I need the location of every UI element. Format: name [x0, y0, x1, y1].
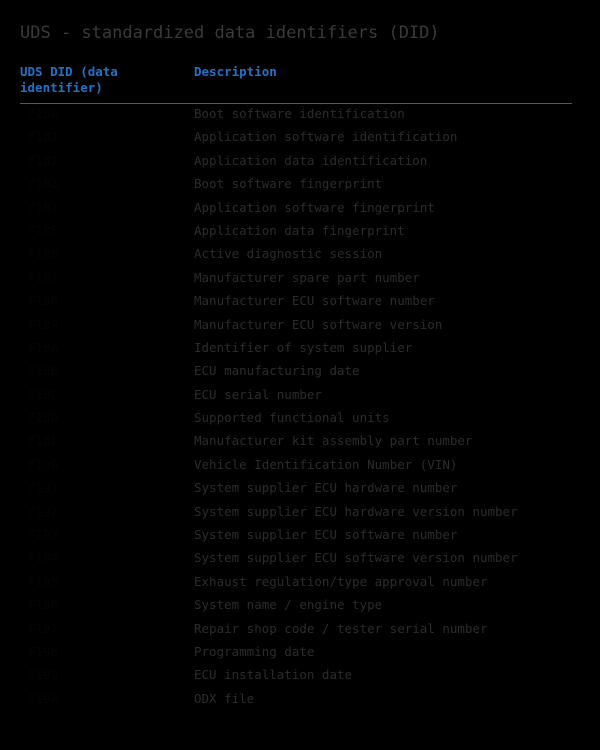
- did-description: Boot software fingerprint: [194, 176, 383, 192]
- did-value: F189: [28, 316, 59, 332]
- table-row: [0, 691, 600, 714]
- did-description: Identifier of system supplier: [194, 339, 413, 355]
- did-description: Application data fingerprint: [194, 222, 405, 238]
- table-row: [0, 340, 600, 363]
- table-row: [0, 550, 600, 573]
- table-row: [0, 106, 600, 129]
- did-description: Active diagnostic session: [194, 246, 383, 262]
- did-value: F18C: [28, 386, 59, 402]
- did-value: F186: [28, 246, 59, 262]
- table-row: [0, 153, 600, 176]
- did-description: Application data identification: [194, 152, 428, 168]
- did-description: Application software identification: [194, 129, 458, 145]
- column-header-description: Description: [194, 64, 277, 79]
- page-title: UDS - standardized data identifiers (DID): [20, 23, 440, 43]
- did-value: F190: [28, 456, 59, 472]
- did-value: F180: [28, 106, 59, 121]
- did-description: Vehicle Identification Number (VIN): [194, 456, 458, 472]
- table-row: [0, 129, 600, 152]
- did-value: F188: [28, 293, 59, 309]
- table-row: [0, 480, 600, 503]
- did-description: Manufacturer ECU software number: [194, 293, 435, 309]
- did-description: System name / engine type: [194, 597, 383, 613]
- did-description: Manufacturer ECU software version: [194, 316, 443, 332]
- did-value: F198: [28, 643, 59, 659]
- table-row: [0, 527, 600, 550]
- table-row: [0, 200, 600, 223]
- did-value: F184: [28, 199, 59, 215]
- table-row: [0, 504, 600, 527]
- did-description: ECU installation date: [194, 667, 353, 683]
- did-description: Manufacturer kit assembly part number: [194, 433, 473, 449]
- did-description: System supplier ECU hardware version number: [194, 503, 518, 519]
- did-value: F196: [28, 597, 59, 613]
- did-description: Exhaust regulation/type approval number: [194, 573, 488, 589]
- table-row: [0, 176, 600, 199]
- header-divider: [20, 103, 572, 104]
- did-value: F18B: [28, 363, 59, 379]
- table-row: [0, 293, 600, 316]
- table-row: [0, 270, 600, 293]
- table-row: [0, 597, 600, 620]
- table-row: [0, 457, 600, 480]
- did-value: F181: [28, 129, 59, 145]
- did-value: F18D: [28, 410, 59, 426]
- did-value: F18A: [28, 339, 59, 355]
- did-value: F19A: [28, 690, 59, 706]
- did-description: ECU serial number: [194, 386, 322, 402]
- table-body: [0, 106, 600, 714]
- did-description: System supplier ECU hardware number: [194, 480, 458, 496]
- table-row: [0, 363, 600, 386]
- table-row: [0, 621, 600, 644]
- table-row: [0, 574, 600, 597]
- did-description: Repair shop code / tester serial number: [194, 620, 488, 636]
- table-row: [0, 410, 600, 433]
- table-row: [0, 433, 600, 456]
- did-value: F195: [28, 573, 59, 589]
- table-row: [0, 644, 600, 667]
- did-description: Boot software identification: [194, 106, 405, 121]
- did-value: F183: [28, 176, 59, 192]
- did-description: Programming date: [194, 643, 315, 659]
- did-description: ECU manufacturing date: [194, 363, 360, 379]
- did-description: Application software fingerprint: [194, 199, 435, 215]
- did-value: F199: [28, 667, 59, 683]
- did-value: F182: [28, 152, 59, 168]
- table-row: [0, 246, 600, 269]
- did-value: F187: [28, 269, 59, 285]
- did-value: F197: [28, 620, 59, 636]
- did-description: System supplier ECU software number: [194, 527, 458, 543]
- table-row: [0, 317, 600, 340]
- did-value: F185: [28, 222, 59, 238]
- table-row: [0, 387, 600, 410]
- did-value: F191: [28, 480, 59, 496]
- table-row: [0, 223, 600, 246]
- did-value: F18E: [28, 433, 59, 449]
- did-description: Supported functional units: [194, 410, 390, 426]
- table-row: [0, 667, 600, 690]
- did-description: ODX file: [194, 690, 255, 706]
- did-value: F193: [28, 527, 59, 543]
- did-value: F192: [28, 503, 59, 519]
- did-description: System supplier ECU software version number: [194, 550, 518, 566]
- column-header-did: UDS DID (data identifier): [20, 64, 118, 95]
- did-description: Manufacturer spare part number: [194, 269, 420, 285]
- did-value: F194: [28, 550, 59, 566]
